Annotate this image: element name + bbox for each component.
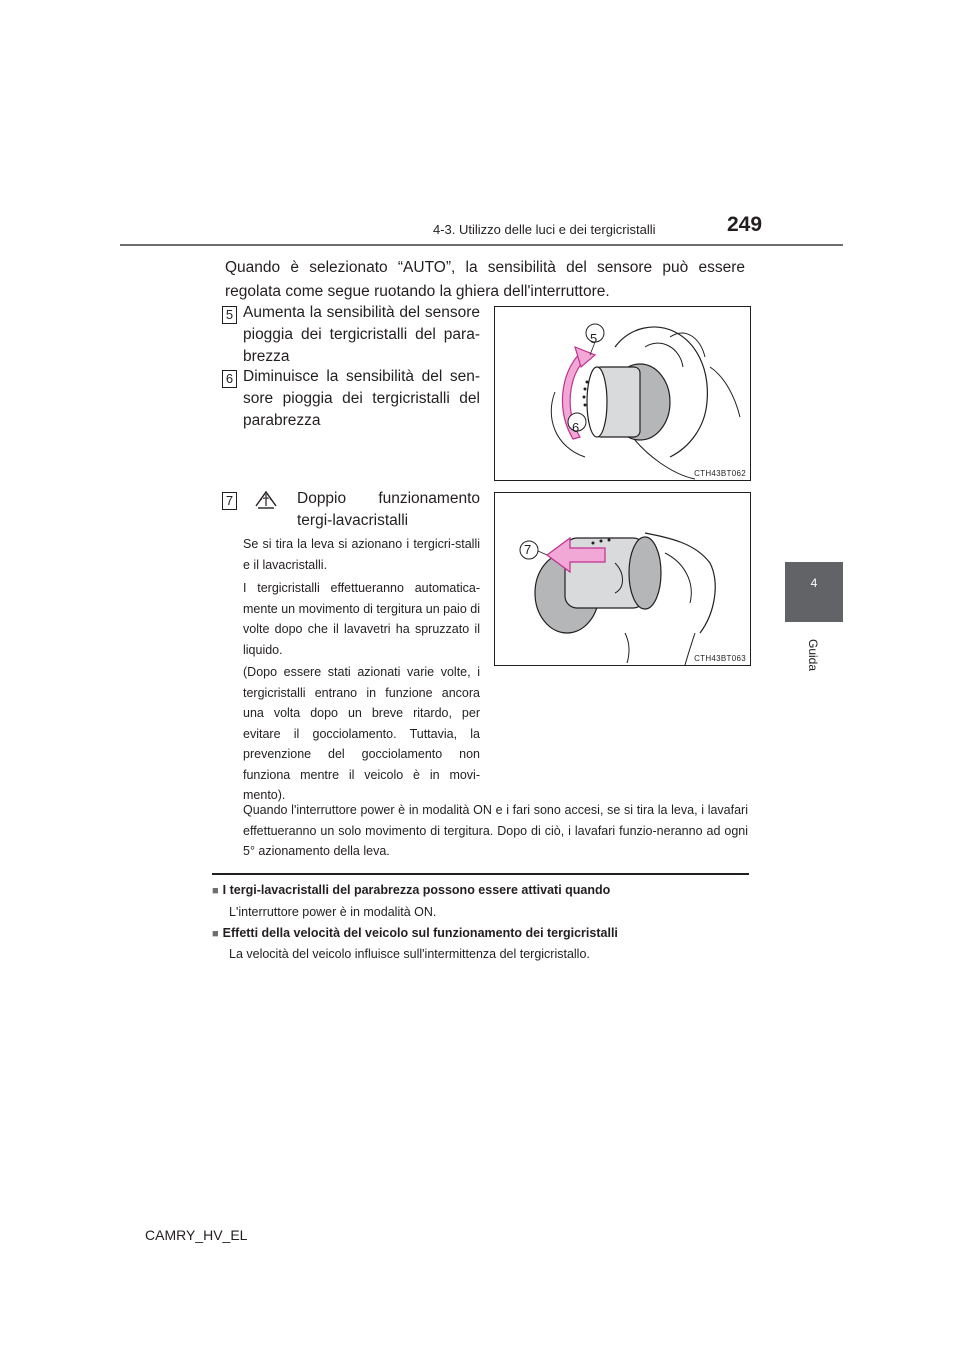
headlamp-washer-note: Quando l'interruttore power è in modalità ON e i fari sono accesi, se si tira la leva, i lavafari effettueranno un solo movimento di tergitura. Dopo di ciò, i lavafari funzio-neranno ad ogni 5° azionamento della leva. bbox=[243, 803, 748, 858]
square-bullet-icon: ■ bbox=[212, 928, 219, 940]
square-bullet-icon: ■ bbox=[212, 885, 219, 897]
chapter-label-container bbox=[783, 635, 843, 675]
item-text-5: Aumenta la sensibilità del sensore pioggia dei tergicristalli del para-brezza bbox=[243, 304, 480, 365]
figure-washer-lever bbox=[494, 492, 751, 666]
figure1-callout-6: 6 bbox=[572, 420, 580, 435]
figure2-code: CTH43BT063 bbox=[694, 654, 746, 663]
note-heading-2-text: Effetti della velocità del veicolo sul funzionamento dei tergicristalli bbox=[222, 926, 618, 940]
figure1-callout-5: 5 bbox=[590, 331, 598, 346]
note-heading-1-text: I tergi-lavacristalli del parabrezza possono essere attivati quando bbox=[222, 883, 611, 897]
header-divider bbox=[120, 244, 843, 246]
item-marker-7: 7 bbox=[222, 492, 237, 510]
sensitivity-dial-illustration bbox=[495, 307, 750, 480]
item7-paragraph-2: I tergicristalli effettueranno automatica-mente un movimento di tergitura un paio di volte dopo che il lavavetri ha spruzzato il liquido. bbox=[243, 581, 480, 657]
section-divider bbox=[212, 873, 749, 875]
figure-sensitivity-dial bbox=[494, 306, 751, 481]
chapter-label: Guida bbox=[806, 638, 820, 672]
page-number: 249 bbox=[727, 213, 763, 236]
note-body-2: La velocità del veicolo influisce sull'intermittenza del tergicristallo. bbox=[229, 947, 590, 961]
item-marker-6: 6 bbox=[222, 370, 237, 388]
washer-lever-illustration bbox=[495, 493, 750, 665]
note-heading-2 bbox=[212, 926, 618, 940]
item-text-6: Diminuisce la sensibilità del sen-sore pioggia dei tergicristalli del parabrezza bbox=[243, 368, 480, 429]
item-title-7-text: Doppio funzionamento tergi-lavacristalli bbox=[297, 490, 480, 529]
figure2-callout-7: 7 bbox=[524, 542, 532, 557]
model-code: CAMRY_HV_EL bbox=[145, 1227, 248, 1243]
section-title: 4-3. Utilizzo delle luci e dei tergicristalli bbox=[433, 222, 656, 237]
windshield-washer-icon bbox=[254, 488, 278, 515]
figure1-code: CTH43BT062 bbox=[694, 469, 746, 478]
item7-paragraph-1: Se si tira la leva si azionano i tergicri-stalli e il lavacristalli. bbox=[243, 537, 480, 572]
chapter-tab bbox=[785, 562, 843, 622]
item-marker-5: 5 bbox=[222, 306, 237, 324]
item-title-7 bbox=[297, 488, 480, 532]
note-heading-1 bbox=[212, 883, 610, 897]
item7-paragraph-3: (Dopo essere stati azionati varie volte, i tergicristalli entrano in funzione ancora una volta dopo un breve ritardo, per evitare il gocciolamento. Tuttavia, la prevenzione del gocciolamento non funziona mentre il veicolo è in movi-mento). bbox=[243, 665, 480, 802]
intro-paragraph: Quando è selezionato “AUTO”, la sensibilità del sensore può essere regolata come segue ruotando la ghiera dell'interruttore. bbox=[225, 259, 745, 300]
chapter-number: 4 bbox=[810, 576, 818, 590]
note-body-1: L'interruttore power è in modalità ON. bbox=[229, 905, 437, 919]
